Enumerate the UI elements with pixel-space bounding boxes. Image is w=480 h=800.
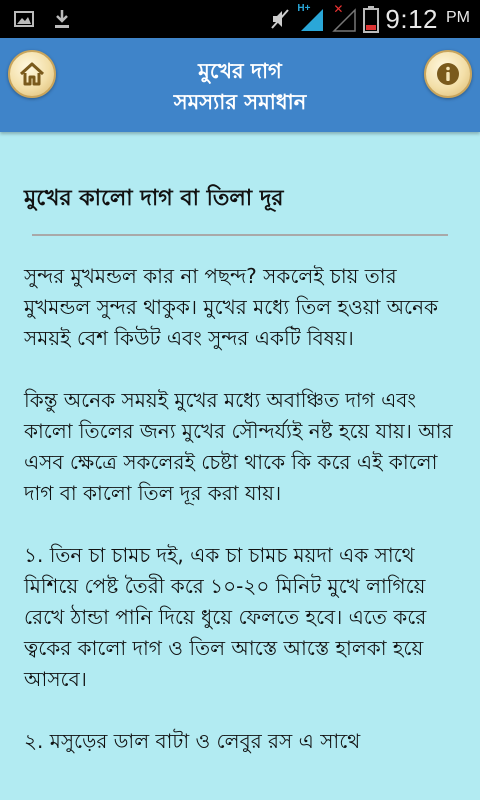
home-button[interactable] [8,50,56,98]
header-title [80,56,400,118]
article-paragraph-4: ২. মসুড়ের ডাল বাটা ও লেবুর রস এ সাথে [24,729,361,753]
article-title: মুখের কালো দাগ বা তিলা দূর [24,186,284,211]
status-ampm: PM [446,8,470,26]
battery-icon [363,5,379,33]
title-divider [32,234,448,236]
info-button[interactable] [424,50,472,98]
signal-icon [297,5,325,33]
header-title-line2: সমস্যার সমাধান [173,90,307,114]
article-paragraph-3: ১. তিন চা চামচ দই, এক চা চামচ ময়দা এক সাথে মিশিয়ে পেষ্ট তৈরী করে ১০-২০ মিনিট মুখে লাগিয়ে রেখে ঠান্ডা পানি দিয়ে ধুয়ে ফেলতে হবে। এতে করে ত্বকের কালো দাগ ও তিল আস্তে আস্তে হালকা হয়ে আসবে। [24,543,427,691]
status-time: 9:12 [385,3,438,34]
info-icon [436,62,460,86]
network-type-label: H+ [297,3,311,14]
home-icon [19,62,45,86]
header-title-line1: মুখের দাগ [198,59,282,83]
article-content[interactable] [0,132,480,800]
mute-icon [269,7,291,31]
app-header [0,38,480,132]
article-paragraph-2: কিন্তু অনেক সময়ই মুখের মধ্যে অবাঞ্চিত দাগ এবং কালো তিলের জন্য মুখের সৌন্দর্য্যই নষ্ট হয়ে যায়। আর এসব ক্ষেত্রে সকলেরই চেষ্টা থাকে কি করে এই কালো দাগ বা কালো তিল দূর করা যায়। [24,388,453,505]
image-icon [14,10,34,28]
status-bar [0,0,480,38]
download-icon [52,8,72,30]
article-paragraph-1: সুন্দর মুখমন্ডল কার না পছন্দ? সকলেই চায় তার মুখমন্ডল সুন্দর থাকুক। মুখের মধ্যে তিল হওয়া অনেক সময়ই বেশ কিউট এবং সুন্দর একটি বিষয়। [24,264,439,350]
no-signal-icon: ✕ [331,5,357,33]
